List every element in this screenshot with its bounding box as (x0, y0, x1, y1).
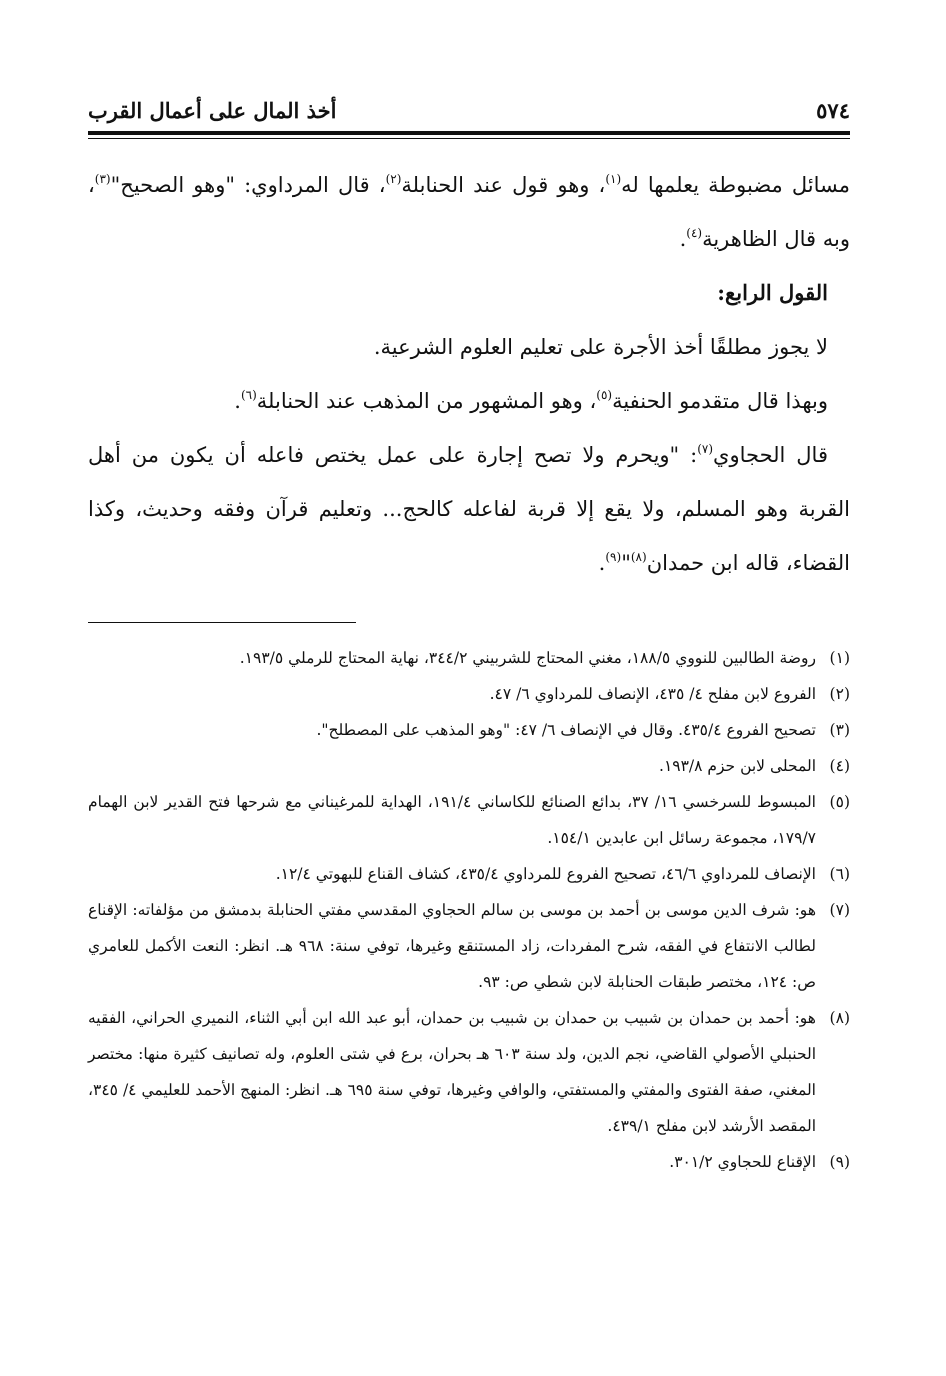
footnote-text: الإقناع للحجاوي ٣٠١/٢. (669, 1153, 816, 1171)
footnote-number: (٤) (829, 757, 850, 775)
page-header (88, 94, 850, 126)
footnote-number: (٩) (829, 1153, 850, 1171)
paragraph-text: . (598, 551, 606, 575)
paragraph-2: لا يجوز مطلقًا أخذ الأجرة على تعليم العلوم الشرعية. (373, 335, 828, 359)
footnote (88, 856, 850, 892)
paragraph-text: ، وبه قال الظاهرية (88, 173, 850, 251)
footnote-text: تصحيح الفروع ٤٣٥/٤. وقال في الإنصاف ٦/ ٤٧: "وهو المذهب على المصطلح". (316, 721, 816, 739)
footnote-number: (٣) (829, 721, 850, 739)
footnote-ref: (٣) (94, 172, 111, 186)
footnote-number: (٧) (829, 901, 850, 919)
footnote (88, 676, 850, 712)
paragraph-1 (88, 158, 850, 266)
footnote-text: المبسوط للسرخسي ١٦/ ٣٧، بدائع الصنائع للكاساني ١٩١/٤، الهداية للمرغيناني مع شرحها فتح القدير لابن الهمام ١٧٩/٧، مجموعة رسائل ابن عابدين ١٥٤/١. (88, 793, 816, 847)
paragraph-text: ، وهو قول عند الحنابلة (401, 173, 606, 197)
footnote-number: (٥) (829, 793, 850, 811)
footnote-ref: (٤) (686, 226, 703, 240)
footnote (88, 1144, 850, 1180)
footnote-ref: (٢) (385, 172, 402, 186)
footnotes (88, 640, 850, 1180)
footnote-number: (٨) (829, 1009, 850, 1027)
paragraph-text: . (234, 389, 241, 413)
footnote (88, 712, 850, 748)
header-rule-thin (88, 138, 850, 139)
running-title: أخذ المال على أعمال القرب (88, 97, 337, 123)
footnote (88, 1000, 850, 1144)
footnote-separator (88, 622, 356, 623)
footnote-ref: (٨) (630, 550, 647, 564)
footnote-number: (٦) (829, 865, 850, 883)
paragraph-text: وبهذا قال متقدمو الحنفية (612, 389, 828, 413)
footnote-text: روضة الطالبين للنووي ١٨٨/٥، مغني المحتاج للشربيني ٣٤٤/٢، نهاية المحتاج للرملي ١٩٣/٥. (239, 649, 816, 667)
paragraph-text: مسائل مضبوطة يعلمها له (621, 173, 851, 197)
footnote-number: (٢) (829, 685, 850, 703)
paragraph-text: " (621, 551, 631, 575)
footnote-ref: (٩) (605, 550, 622, 564)
paragraph-text: ، وهو المشهور من المذهب عند الحنابلة (256, 389, 597, 413)
header-rule-thick (88, 131, 850, 135)
footnote-ref: (١) (605, 172, 622, 186)
footnote-text: الفروع لابن مفلح ٤/ ٤٣٥، الإنصاف للمرداوي ٦/ ٤٧. (489, 685, 816, 703)
paragraph-4 (88, 428, 850, 590)
paragraph-text: قال الحجاوي (713, 443, 828, 467)
main-text (88, 158, 850, 590)
footnote-text: هو: أحمد بن حمدان بن شبيب بن حمدان بن شبيب بن حمدان، أبو عبد الله ابن أبي الثناء، النميري الحراني، الفقيه الحنبلي الأصولي القاضي، نجم الدين، ولد سنة ٦٠٣ هـ بحران، برع في شتى العلوم، وله تصانيف كثيرة منها: مختصر المغني، صفة الفتوى والمفتي والمستفتي، والوافي وغيرها، توفي سنة ٦٩٥ هـ. انظر: المنهج الأحمد للعليمي ٤/ ٣٤٥، المقصد الأرشد لابن مفلح ٤٣٩/١. (88, 1009, 817, 1135)
paragraph-text: ، قال المرداوي: "وهو الصحيح" (110, 173, 386, 197)
footnote (88, 640, 850, 676)
page-number: ٥٧٤ (816, 97, 850, 123)
section-heading: القول الرابع: (717, 280, 828, 305)
footnote-text: هو: شرف الدين موسى بن أحمد بن موسى بن سالم الحجاوي المقدسي مفتي الحنابلة بدمشق من مؤلفاته: الإقناع لطالب الانتفاع في الفقه، شرح المفردات، زاد المستنقع وغيرها، توفي سنة: ٩٦٨ هـ. انظر: النعت الأكمل للعامري ص: ١٢٤، مختصر طبقات الحنابلة لابن شطي ص: ٩٣. (88, 901, 816, 991)
footnote-text: المحلى لابن حزم ١٩٣/٨. (659, 757, 816, 775)
paragraph-text: . (679, 227, 687, 251)
footnote-ref: (٦) (240, 388, 257, 402)
paragraph-3 (88, 374, 850, 428)
footnote-ref: (٧) (697, 442, 714, 456)
footnote (88, 892, 850, 1000)
footnote (88, 748, 850, 784)
footnote-text: الإنصاف للمرداوي ٤٦/٦، تصحيح الفروع للمرداوي ٤٣٥/٤، كشاف القناع للبهوتي ١٢/٤. (275, 865, 816, 883)
footnote (88, 784, 850, 856)
paragraph-text: : "ويحرم ولا تصح إجارة على عمل يختص فاعله أن يكون من أهل القربة وهو المسلم، ولا يقع إلا قربة لفاعله كالحج... وتعليم قرآن وفقه وحديث، وكذا القضاء، قاله ابن حمدان (88, 443, 850, 575)
footnote-ref: (٥) (596, 388, 613, 402)
footnote-number: (١) (829, 649, 850, 667)
